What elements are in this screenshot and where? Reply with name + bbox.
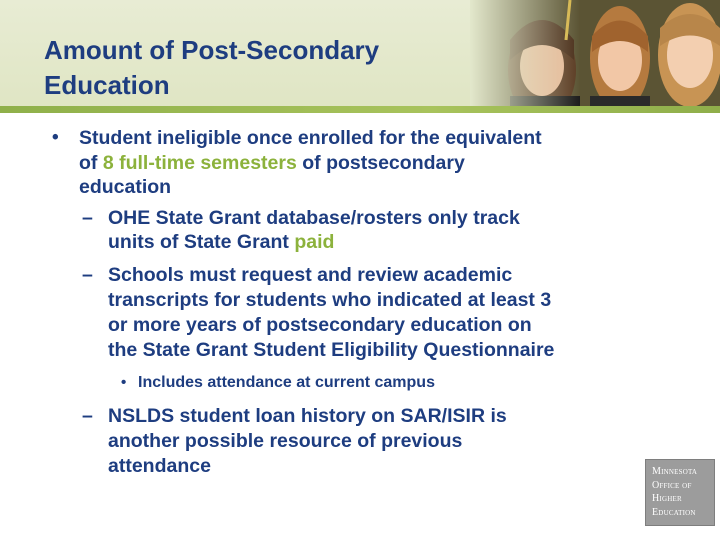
sub3-line-3: attendance (108, 455, 211, 477)
dash-icon: – (82, 264, 93, 286)
bullet1-line-2 (79, 151, 465, 175)
bullet1-text-suffix: of postsecondary (296, 152, 465, 174)
logo-line-1: Minnesota (652, 466, 698, 477)
sub2-line-2: transcripts for students who indicated at least 3 (108, 289, 552, 311)
bullet1-line-3: education (79, 176, 172, 198)
dash-icon: – (82, 207, 93, 229)
sub-bullet-icon: • (121, 374, 127, 391)
students-photo (470, 0, 720, 107)
sub2-sub1-line: Includes attendance at current campus (138, 374, 435, 391)
sub3-line-1: NSLDS student loan history on SAR/ISIR is (108, 405, 507, 427)
sub1-line-1: OHE State Grant database/rosters only track (108, 207, 520, 229)
slide-title-line-2: Education (44, 70, 170, 100)
dash-icon: – (82, 405, 93, 427)
sub3-line-2: another possible resource of previous (108, 430, 463, 452)
logo-line-3: Higher (652, 493, 682, 504)
slide-title (44, 33, 464, 103)
bullet1-text: of (79, 152, 103, 174)
bullet-icon: • (52, 127, 59, 148)
sub1-line-2 (108, 230, 334, 254)
bullet1-highlight: 8 full-time semesters (102, 152, 297, 174)
sub2-line-3: or more years of postsecondary education on (108, 314, 532, 336)
sub1-text: units of State Grant (108, 231, 295, 253)
slide-title-line-1: Amount of Post-Secondary (44, 35, 380, 65)
logo-line-4: Education (652, 506, 696, 518)
sub2-line-1: Schools must request and review academic (108, 264, 513, 286)
ohe-logo (645, 459, 715, 526)
sub2-line-4: the State Grant Student Eligibility Questionnaire (108, 339, 555, 361)
header-band (0, 0, 720, 112)
sub1-highlight: paid (294, 231, 335, 253)
accent-bar (0, 106, 720, 113)
logo-line-2: Office of (652, 479, 692, 491)
bullet1-line-1: Student ineligible once enrolled for the equivalent (79, 127, 542, 149)
